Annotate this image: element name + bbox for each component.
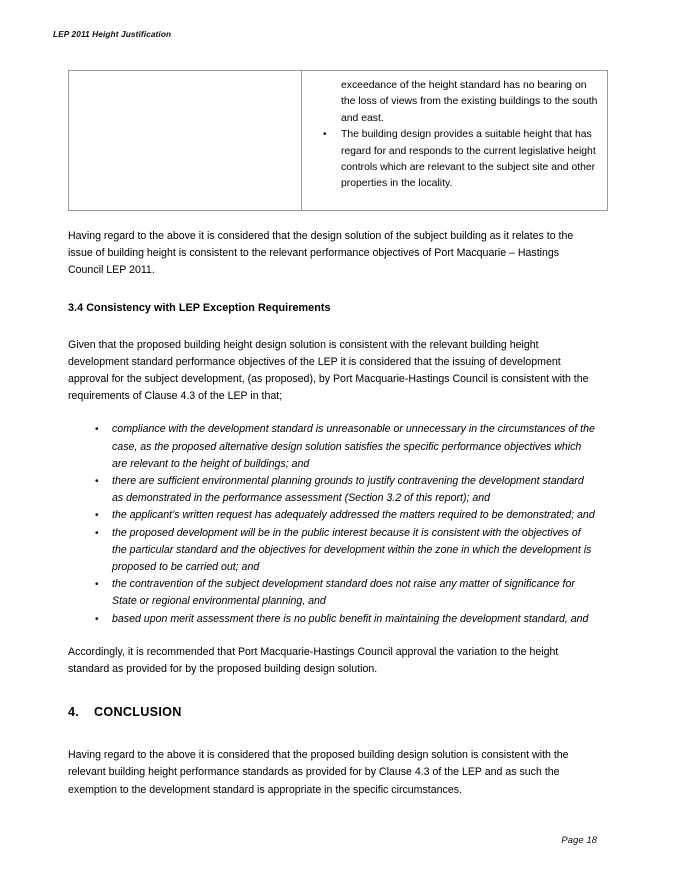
- list-item: • the contravention of the subject development standard does not raise any matter of significance for State or regional environmental planning, and: [68, 576, 597, 610]
- list-item: • the applicant’s written request has adequately addressed the matters required to be demonstrated; and: [68, 507, 597, 524]
- list-item: • there are sufficient environmental planning grounds to justify contravening the development standard as demonstrated in the performance assessment (Section 3.2 of this report); and: [68, 473, 597, 507]
- paragraph-accordingly: Accordingly, it is recommended that Port Macquarie-Hastings Council approval the variation to the height standard as provided for by the proposed building design solution.: [68, 645, 559, 676]
- table-cell-left: [69, 71, 302, 211]
- exception-requirements-list: [68, 421, 597, 627]
- table-cell-bullet-list: [302, 127, 598, 193]
- list-item: • based upon merit assessment there is no public benefit in maintaining the development standard, and: [68, 611, 597, 628]
- document-body: [68, 70, 597, 799]
- spacer: [68, 721, 597, 747]
- conclusion-title: CONCLUSION: [94, 705, 182, 720]
- running-header: LEP 2011 Height Justification: [53, 29, 172, 39]
- paragraph-conclusion: Having regard to the above it is considered that the proposed building design solution is consistent with the relevant building height performance standards as provided for by Clause 4.3 of the LEP and as such the exemption to the development standard is appropriate in the specific circumstances.: [68, 749, 569, 796]
- spacer: [68, 678, 597, 704]
- list-item: • The building design provides a suitable height that has regard for and responds to the current legislative height controls which are relevant to the subject site and other properties in the locality.: [302, 127, 598, 193]
- spacer: [68, 211, 597, 228]
- spacer: [68, 280, 597, 301]
- spacer: [68, 628, 597, 644]
- list-item: • the proposed development will be in the public interest because it is consistent with the objectives of the particular standard and the objectives for development within the zone in which the development is proposed to be carried out; and: [68, 525, 597, 577]
- list-item: • compliance with the development standard is unreasonable or unnecessary in the circumstances of the case, as the proposed alternative design solution satisfies the specific performance objectives which are relevant to the height of buildings; and: [68, 421, 597, 473]
- table-row: [69, 71, 608, 211]
- table-cell-lead-text: exceedance of the height standard has no bearing on the loss of views from the existing buildings to the south and east.: [341, 80, 598, 124]
- section-heading-3-4: 3.4 Consistency with LEP Exception Requirements: [68, 301, 331, 314]
- paragraph-given-that: Given that the proposed building height design solution is consistent with the relevant building height development standard performance objectives of the LEP it is considered that the issuing of development approval for the subject development, (as proposed), by Port Macquarie-Hastings Council is consistent with the requirements of Clause 4.3 of the LEP in that;: [68, 338, 589, 403]
- paragraph-after-table: Having regard to the above it is considered that the design solution of the subject building as it relates to the issue of building height is consistent to the relevant performance objectives of Port Macquarie – Hastings Council LEP 2011.: [68, 230, 574, 277]
- section-heading-conclusion: [68, 704, 597, 721]
- table-cell-right: [302, 71, 608, 211]
- conclusion-number: 4.: [68, 705, 80, 720]
- page-number-footer: Page 18: [561, 835, 597, 846]
- spacer: [68, 316, 597, 337]
- spacer: [68, 405, 597, 421]
- height-assessment-table: [68, 70, 608, 211]
